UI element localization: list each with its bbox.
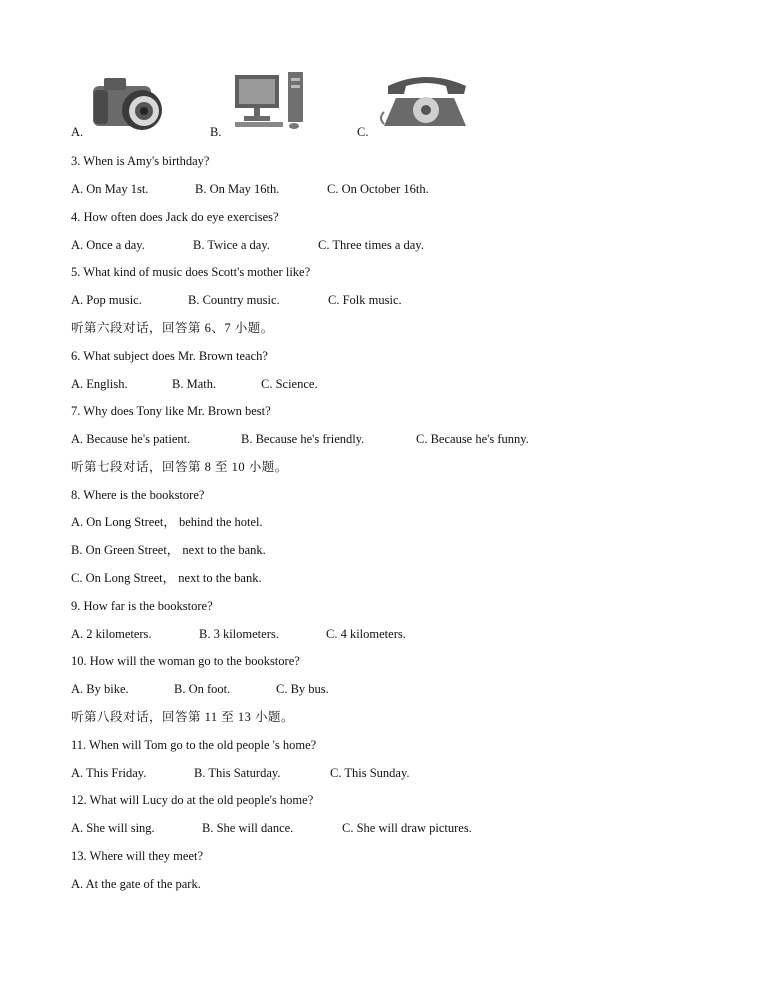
q10-option-c: C. By bus. bbox=[276, 682, 329, 696]
q12-option-a: A. She will sing. bbox=[71, 821, 155, 835]
q5-option-c: C. Folk music. bbox=[328, 293, 402, 307]
q9-option-a: A. 2 kilometers. bbox=[71, 627, 152, 641]
picture-option-c-label: C. bbox=[357, 125, 369, 139]
camera-icon bbox=[90, 70, 168, 137]
q8-option-a: A. On Long Street， behind the hotel. bbox=[71, 515, 263, 529]
q11-option-c: C. This Sunday. bbox=[330, 766, 410, 780]
question-5: 5. What kind of music does Scott's mother like? bbox=[71, 265, 311, 279]
question-11: 11. When will Tom go to the old people 's home? bbox=[71, 738, 317, 752]
q10-option-a: A. By bike. bbox=[71, 682, 129, 696]
picture-option-a-label: A. bbox=[71, 125, 84, 139]
q6-option-b: B. Math. bbox=[172, 377, 217, 391]
q7-option-c: C. Because he's funny. bbox=[416, 432, 529, 446]
q3-option-c: C. On October 16th. bbox=[327, 182, 429, 196]
q3-option-b: B. On May 16th. bbox=[195, 182, 280, 196]
question-6: 6. What subject does Mr. Brown teach? bbox=[71, 349, 268, 363]
section-8-instruction: 听第八段对话，回答第 11 至 13 小题。 bbox=[71, 710, 295, 724]
q4-option-b: B. Twice a day. bbox=[193, 238, 270, 252]
q5-option-b: B. Country music. bbox=[188, 293, 280, 307]
question-8: 8. Where is the bookstore? bbox=[71, 488, 205, 502]
q8-option-c: C. On Long Street， next to the bank. bbox=[71, 571, 262, 585]
q3-option-a: A. On May 1st. bbox=[71, 182, 149, 196]
question-13: 13. Where will they meet? bbox=[71, 849, 204, 863]
q9-option-b: B. 3 kilometers. bbox=[199, 627, 279, 641]
question-12: 12. What will Lucy do at the old people's home? bbox=[71, 793, 314, 807]
computer-icon bbox=[232, 68, 308, 135]
q12-option-c: C. She will draw pictures. bbox=[342, 821, 472, 835]
question-10: 10. How will the woman go to the bookstore? bbox=[71, 654, 300, 668]
question-4: 4. How often does Jack do eye exercises? bbox=[71, 210, 279, 224]
q4-option-c: C. Three times a day. bbox=[318, 238, 424, 252]
q7-option-a: A. Because he's patient. bbox=[71, 432, 191, 446]
q4-option-a: A. Once a day. bbox=[71, 238, 145, 252]
q8-option-b: B. On Green Street， next to the bank. bbox=[71, 543, 266, 557]
q5-option-a: A. Pop music. bbox=[71, 293, 142, 307]
q9-option-c: C. 4 kilometers. bbox=[326, 627, 406, 641]
section-7-instruction: 听第七段对话，回答第 8 至 10 小题。 bbox=[71, 460, 288, 474]
q13-option-a: A. At the gate of the park. bbox=[71, 877, 201, 891]
q7-option-b: B. Because he's friendly. bbox=[241, 432, 365, 446]
q6-option-a: A. English. bbox=[71, 377, 128, 391]
question-9: 9. How far is the bookstore? bbox=[71, 599, 213, 613]
question-7: 7. Why does Tony like Mr. Brown best? bbox=[71, 404, 271, 418]
q6-option-c: C. Science. bbox=[261, 377, 318, 391]
q12-option-b: B. She will dance. bbox=[202, 821, 294, 835]
section-6-instruction: 听第六段对话，回答第 6、7 小题。 bbox=[71, 321, 274, 335]
question-3: 3. When is Amy's birthday? bbox=[71, 154, 210, 168]
q10-option-b: B. On foot. bbox=[174, 682, 231, 696]
q11-option-b: B. This Saturday. bbox=[194, 766, 281, 780]
picture-option-b-label: B. bbox=[210, 125, 222, 139]
q11-option-a: A. This Friday. bbox=[71, 766, 147, 780]
telephone-icon bbox=[378, 72, 474, 135]
